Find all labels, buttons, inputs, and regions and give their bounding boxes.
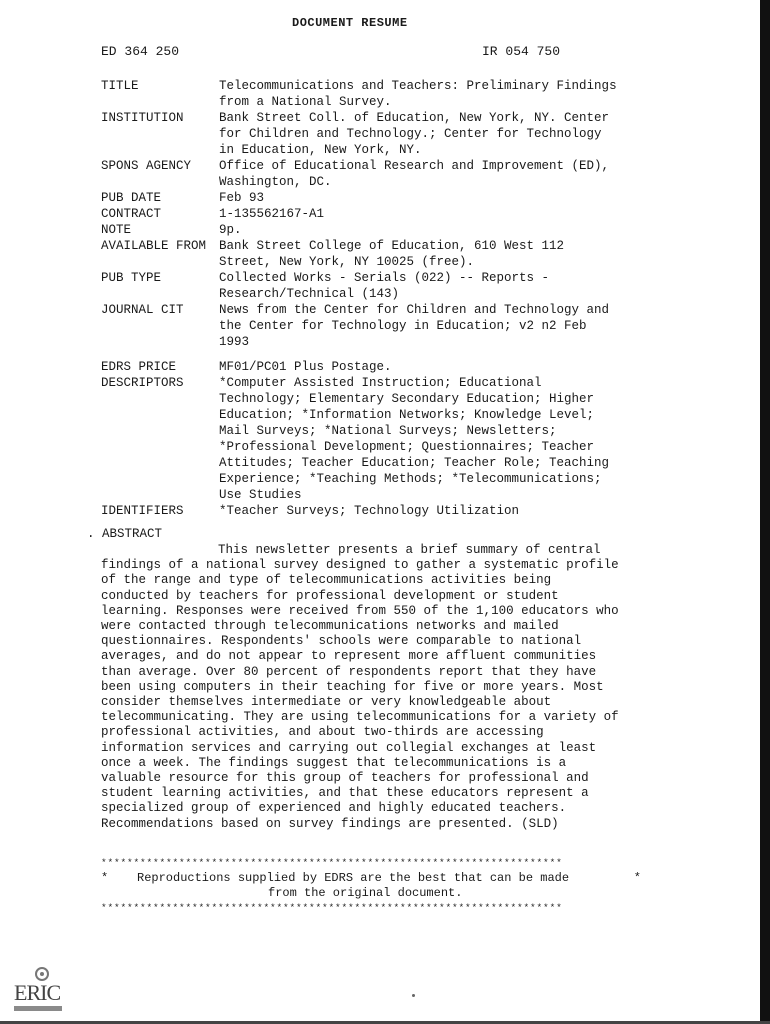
field-pub-type [101, 270, 621, 302]
field-value-line: *Professional Development; Questionnaires; Teacher [219, 440, 595, 454]
field-identifiers [101, 503, 621, 519]
abstract-line: consider themselves intermediate or very knowledgeable about [101, 695, 552, 710]
eric-logo-text: ERIC [14, 980, 61, 1005]
field-value-line: 1993 [219, 335, 250, 349]
field-value-line: Collected Works - Serials (022) -- Reports - [219, 271, 550, 285]
field-title [101, 78, 621, 110]
field-value-line: 9p. [219, 223, 242, 237]
field-label: CONTRACT [101, 207, 162, 221]
field-label: PUB DATE [101, 191, 162, 205]
field-value-line: Experience; *Teaching Methods; *Telecommunications; [219, 472, 602, 486]
field-value [219, 190, 619, 206]
field-value-line: Washington, DC. [219, 175, 332, 189]
field-pub-date [101, 190, 621, 206]
field-label: JOURNAL CIT [101, 303, 184, 317]
field-value-line: Education; *Information Networks; Knowledge Level; [219, 408, 595, 422]
abstract-line: valuable resource for this group of teachers for professional and [101, 771, 589, 786]
reproduction-notice [101, 871, 641, 901]
field-value [219, 270, 619, 302]
field-value [219, 359, 619, 375]
scan-speck [412, 994, 415, 997]
notice-line-2: from the original document. [268, 886, 463, 900]
abstract-line: Recommendations based on survey findings are presented. (SLD) [101, 816, 559, 831]
notice-star-left: * [101, 871, 109, 885]
field-contract [101, 206, 621, 222]
field-label: AVAILABLE FROM [101, 239, 207, 253]
abstract-line: telecommunicating. They are using telecommunications for a variety of [101, 710, 619, 725]
field-value-line: Bank Street Coll. of Education, New York, NY. Center [219, 111, 610, 125]
field-value-line: *Computer Assisted Instruction; Educational [219, 376, 542, 390]
field-label: TITLE [101, 79, 139, 93]
abstract-line: learning. Responses were received from 550 of the 1,100 educators who [101, 603, 619, 618]
ir-number: IR 054 750 [482, 44, 561, 59]
field-label: EDRS PRICE [101, 360, 177, 374]
star-border-top: *********************************************************************** [101, 858, 563, 868]
field-descriptors [101, 375, 621, 503]
field-value-line: Bank Street College of Education, 610 West 112 [219, 239, 565, 253]
field-label: PUB TYPE [101, 271, 162, 285]
field-note [101, 222, 621, 238]
notice-line-1: Reproductions supplied by EDRS are the best that can be made [137, 871, 570, 885]
ed-number: ED 364 250 [101, 44, 180, 59]
field-label: DESCRIPTORS [101, 376, 184, 390]
field-value [219, 222, 619, 238]
field-value-line: Use Studies [219, 488, 302, 502]
field-value-line: Telecommunications and Teachers: Preliminary Findings [219, 79, 617, 93]
abstract-body [101, 543, 631, 832]
field-value-line: *Teacher Surveys; Technology Utilization [219, 504, 520, 518]
field-available-from [101, 238, 621, 270]
field-spons-agency [101, 158, 621, 190]
eric-logo-bar [14, 1006, 62, 1011]
field-value [219, 78, 619, 110]
field-value-line: from a National Survey. [219, 95, 392, 109]
field-value [219, 158, 619, 190]
field-value-line: Technology; Elementary Secondary Education; Higher [219, 392, 595, 406]
abstract-line: This newsletter presents a brief summary of central [218, 543, 601, 557]
abstract-line: been using computers in their teaching for five or more years. Most [101, 679, 604, 694]
field-value [219, 238, 619, 270]
abstract-label: . ABSTRACT [87, 527, 163, 541]
abstract-line: were contacted through telecommunications networks and mailed [101, 619, 559, 634]
abstract-line: than average. Over 80 percent of respondents report that they have [101, 664, 597, 679]
abstract-line: once a week. The findings suggest that telecommunications is a [101, 755, 567, 770]
field-institution [101, 110, 621, 158]
abstract-line: conducted by teachers for professional development or student [101, 588, 559, 603]
field-value-line: Attitudes; Teacher Education; Teacher Role; Teaching [219, 456, 610, 470]
bibliographic-fields [101, 78, 621, 519]
field-value [219, 110, 619, 158]
field-label: NOTE [101, 223, 132, 237]
field-value-line: for Children and Technology.; Center for Technology [219, 127, 602, 141]
abstract-line: professional activities, and about two-thirds are accessing [101, 725, 544, 740]
abstract-line: findings of a national survey designed to gather a systematic profile [101, 558, 619, 573]
field-value-line: Office of Educational Research and Improvement (ED), [219, 159, 610, 173]
field-value-line: Feb 93 [219, 191, 265, 205]
field-value-line: Mail Surveys; *National Surveys; Newsletters; [219, 424, 557, 438]
field-label: INSTITUTION [101, 111, 184, 125]
field-value-line: News from the Center for Children and Technology and [219, 303, 610, 317]
star-border-bottom: *********************************************************************** [101, 903, 563, 913]
field-value [219, 302, 619, 350]
document-heading: DOCUMENT RESUME [292, 16, 408, 30]
field-label: SPONS AGENCY [101, 159, 192, 173]
field-journal-cit [101, 302, 621, 350]
field-value-line: 1-135562167-A1 [219, 207, 325, 221]
abstract-line: of the range and type of telecommunications activities being [101, 573, 552, 588]
field-value [219, 503, 619, 519]
field-value-line: Research/Technical (143) [219, 287, 400, 301]
field-value-line: the Center for Technology in Education; v2 n2 Feb [219, 319, 587, 333]
abstract-line: averages, and do not appear to represent more affluent communities [101, 649, 597, 664]
field-edrs-price [101, 359, 621, 375]
field-value [219, 206, 619, 222]
abstract-line: information services and carrying out collegial exchanges at least [101, 740, 597, 755]
scan-edge-right [760, 0, 770, 1024]
abstract-line: questionnaires. Respondents' schools were comparable to national [101, 634, 582, 649]
abstract-line: student learning activities, and that these educators represent a [101, 786, 589, 801]
abstract-line: specialized group of experienced and highly educated teachers. [101, 801, 567, 816]
field-label: IDENTIFIERS [101, 504, 184, 518]
notice-star-right: * [633, 871, 641, 885]
field-value-line: Street, New York, NY 10025 (free). [219, 255, 475, 269]
field-value [219, 375, 619, 503]
field-value-line: in Education, New York, NY. [219, 143, 422, 157]
field-value-line: MF01/PC01 Plus Postage. [219, 360, 392, 374]
